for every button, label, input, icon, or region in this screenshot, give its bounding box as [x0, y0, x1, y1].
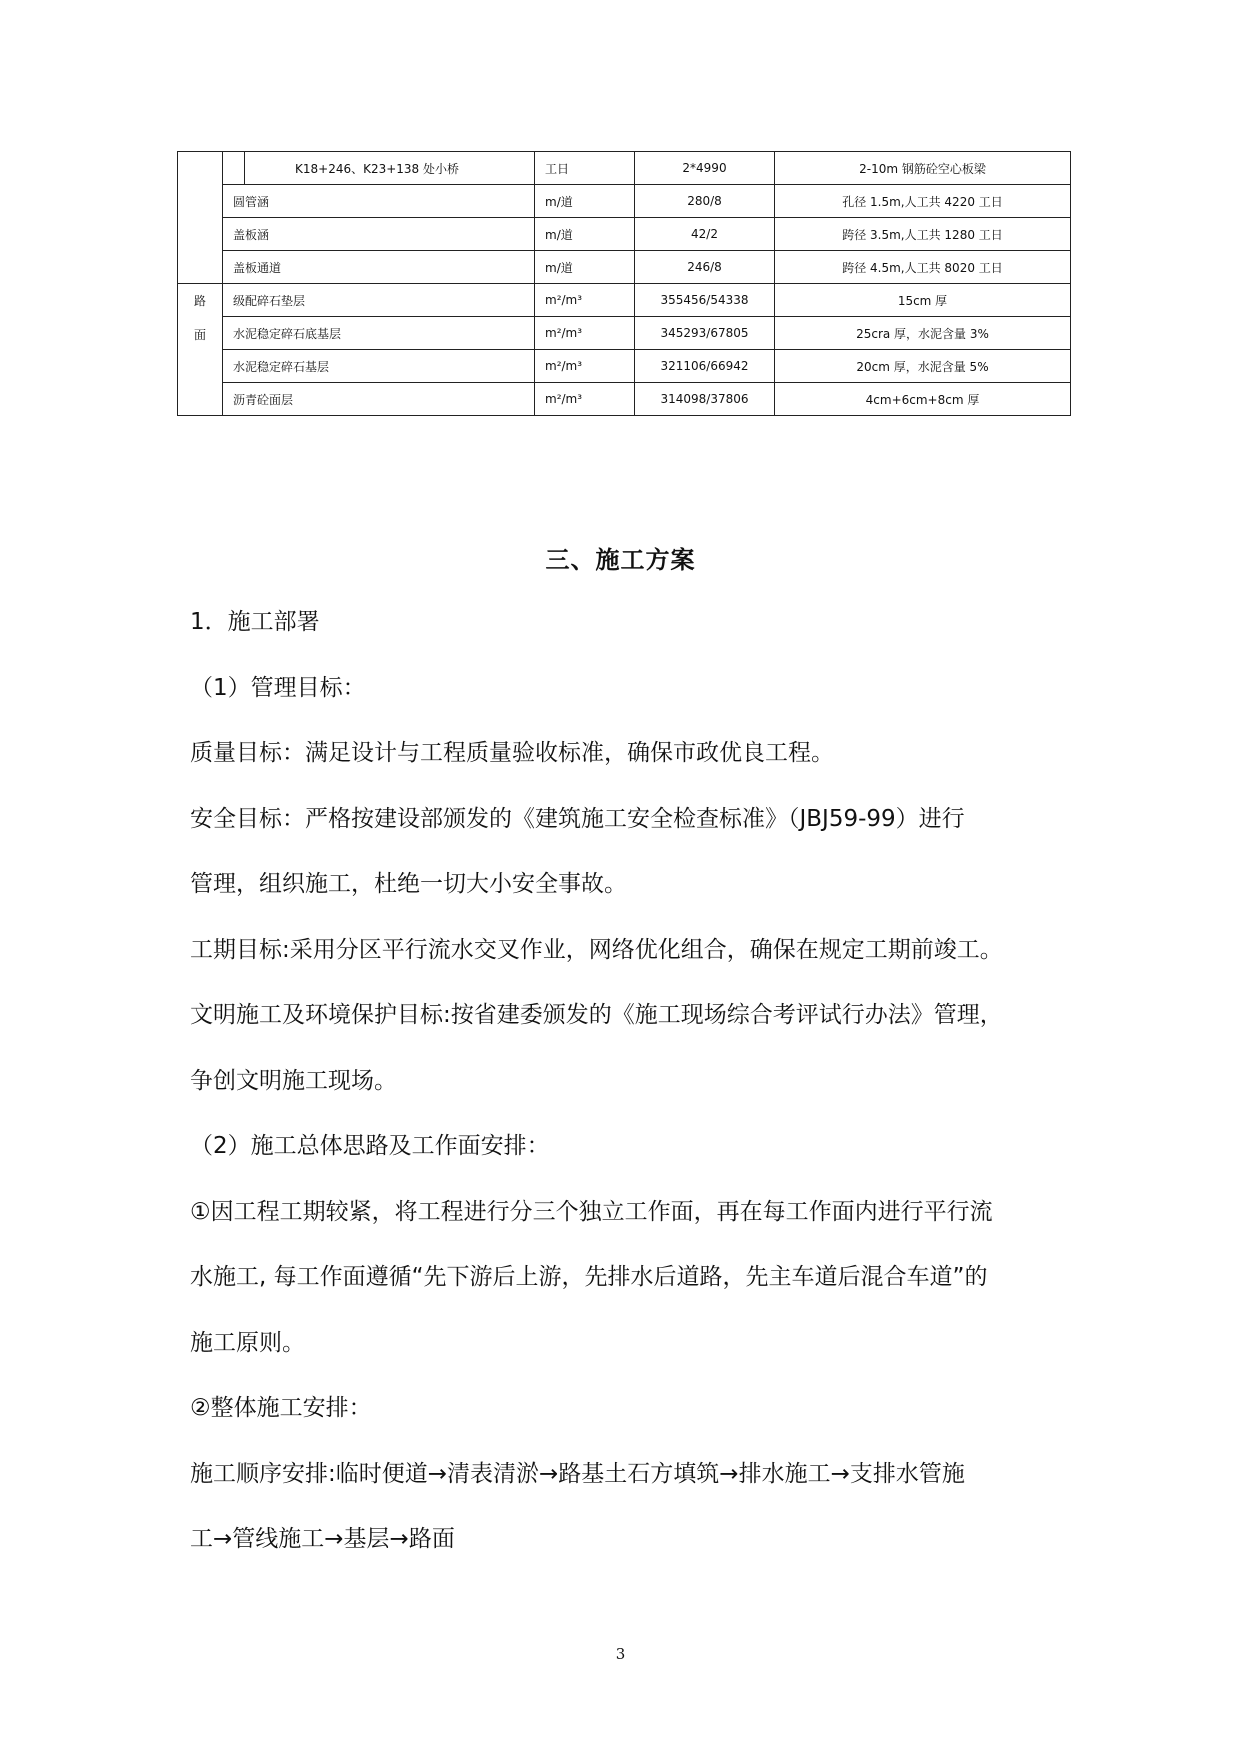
remark-cell: 跨径 4.5m,人工共 8020 工日 — [775, 251, 1071, 284]
body-text — [190, 600, 1070, 1583]
item-name-cell: 水泥稳定碎石底基层 — [223, 317, 535, 350]
page-number: 3 — [615, 1645, 626, 1663]
unit-cell: m²/m³ — [535, 383, 635, 416]
paragraph-line: ②整体施工安排： — [190, 1395, 372, 1421]
category-cell-road — [178, 284, 223, 416]
unit-cell: m²/m³ — [535, 284, 635, 317]
unit-cell: m/道 — [535, 251, 635, 284]
remark-cell: 15cm 厚 — [775, 284, 1071, 317]
quantity-cell: 246/8 — [635, 251, 775, 284]
table-row — [178, 218, 1071, 251]
remark-cell: 孔径 1.5m,人工共 4220 工日 — [775, 185, 1071, 218]
paragraph-line: 工→管线施工→基层→路面 — [190, 1526, 455, 1552]
item-name-cell: 盖板通道 — [223, 251, 535, 284]
paragraph-line: （1）管理目标： — [190, 674, 366, 701]
quantity-cell: 42/2 — [635, 218, 775, 251]
quantity-cell: 355456/54338 — [635, 284, 775, 317]
unit-cell: m/道 — [535, 218, 635, 251]
table-row — [178, 383, 1071, 416]
paragraph-line: 安全目标：严格按建设部颁发的《建筑施工安全检查标准》（JBJ59-99）进行 — [190, 805, 965, 832]
table-row — [178, 251, 1071, 284]
remark-cell: 20cm 厚，水泥含量 5% — [775, 350, 1071, 383]
table-row — [178, 284, 1071, 317]
paragraph-line: 争创文明施工现场。 — [190, 1067, 397, 1094]
remark-cell: 2-10m 钢筋砼空心板梁 — [775, 152, 1071, 185]
unit-cell: m²/m³ — [535, 350, 635, 383]
table-row — [178, 317, 1071, 350]
quantity-cell: 314098/37806 — [635, 383, 775, 416]
paragraph-line: 文明施工及环境保护目标:按省建委颁发的《施工现场综合考评试行办法》管理， — [190, 1002, 1003, 1028]
paragraph-line: 施工顺序安排:临时便道→清表清淤→路基土石方填筑→排水施工→支排水管施 — [190, 1460, 965, 1487]
quantity-cell: 2*4990 — [635, 152, 775, 185]
category-cell-blank — [178, 152, 223, 284]
table-row — [178, 185, 1071, 218]
quantities-table — [177, 151, 1071, 416]
category-road-char2: 面 — [193, 328, 206, 342]
category-road-char1: 路 — [193, 294, 206, 308]
item-name-cell: K18+246、K23+138 处小桥 — [245, 152, 535, 185]
subcategory-cell-blank — [223, 152, 245, 185]
item-name-cell: 盖板涵 — [223, 218, 535, 251]
unit-cell: m/道 — [535, 185, 635, 218]
section-heading: 三、施工方案 — [545, 546, 696, 574]
item-name-cell: 沥青砼面层 — [223, 383, 535, 416]
unit-cell: 工日 — [535, 152, 635, 185]
remark-cell: 跨径 3.5m,人工共 1280 工日 — [775, 218, 1071, 251]
paragraph-line: ①因工程工期较紧，将工程进行分三个独立工作面，再在每工作面内进行平行流 — [190, 1198, 993, 1225]
paragraph-line: 水施工, 每工作面遵循“先下游后上游，先排水后道路，先主车道后混合车道”的 — [190, 1264, 988, 1290]
paragraph-line: 1．施工部署 — [190, 609, 320, 635]
item-name-cell: 圆管涵 — [223, 185, 535, 218]
remark-cell: 4cm+6cm+8cm 厚 — [775, 383, 1071, 416]
paragraph-line: 工期目标:采用分区平行流水交叉作业，网络优化组合，确保在规定工期前竣工。 — [190, 936, 1003, 963]
table-row — [178, 350, 1071, 383]
item-name-cell: 级配碎石垫层 — [223, 284, 535, 317]
paragraph-line: 质量目标：满足设计与工程质量验收标准，确保市政优良工程。 — [190, 740, 834, 766]
quantity-cell: 321106/66942 — [635, 350, 775, 383]
unit-cell: m²/m³ — [535, 317, 635, 350]
quantity-cell: 280/8 — [635, 185, 775, 218]
paragraph-line: 施工原则。 — [190, 1329, 305, 1356]
item-name-cell: 水泥稳定碎石基层 — [223, 350, 535, 383]
table-row — [178, 152, 1071, 185]
paragraph-line: 管理，组织施工，杜绝一切大小安全事故。 — [190, 871, 627, 897]
quantity-cell: 345293/67805 — [635, 317, 775, 350]
paragraph-line: （2）施工总体思路及工作面安排： — [190, 1133, 550, 1159]
remark-cell: 25cra 厚，水泥含量 3% — [775, 317, 1071, 350]
